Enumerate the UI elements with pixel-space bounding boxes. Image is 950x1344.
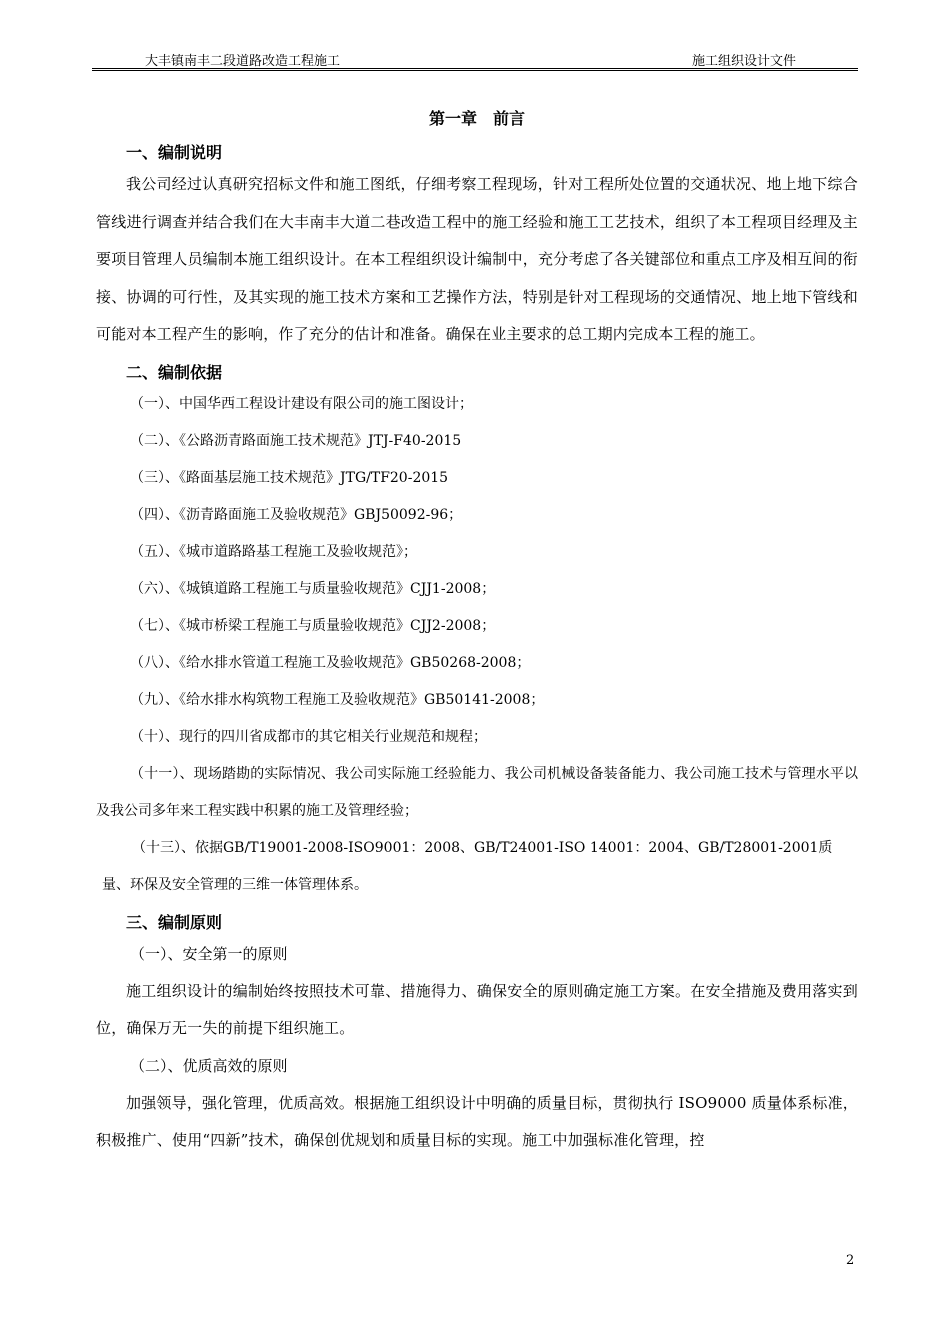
basis-item: （七）、《城市桥梁工程施工与质量验收规范》CJJ2-2008； — [130, 617, 496, 634]
paragraph: 我公司经过认真研究招标文件和施工图纸，仔细考察工程现场，针对工程所处位置的交通状况、地上地下综合管线进行调查并结合我们在大丰南丰大道二巷改造工程中的施工经验和施工工艺技术，组织了本工程项目经理及主要项目管理人员编制本施工组织设计。在本工程组织设计编制中，充分考虑了各关键部位和重点工序及相互间的衔接、协调的可行性，及其实现的施工技术方案和工艺操作方法，特别是针对工程现场的交通情况、地上地下管线和可能对本工程产生的影响，作了充分的估计和准备。确保在业主要求的总工期内完成本工程的施工。 — [96, 175, 858, 343]
basis-item: （十三）、依据GB/T19001-2008-ISO9001：2008、GB/T24001-ISO 14001：2004、GB/T28001-2001质量、环保及安全管理的三维一体管理体系。 — [102, 839, 833, 893]
basis-item: （四）、《沥青路面施工及验收规范》GBJ50092-96； — [130, 506, 463, 523]
document-body — [96, 104, 858, 1160]
basis-item: （八）、《给水排水管道工程施工及验收规范》GB50268-2008； — [130, 654, 531, 671]
section-title: 二、编制依据 — [126, 362, 223, 382]
principle-subtitle: （二）、优质高效的原则 — [130, 1056, 288, 1075]
header-right-title: 施工组织设计文件 — [692, 54, 797, 69]
basis-item: （三）、《路面基层施工技术规范》JTG/TF20-2015 — [130, 469, 449, 486]
section-title: 一、编制说明 — [126, 143, 223, 162]
basis-item: （二）、《公路沥青路面施工技术规范》JTJ-F40-2015 — [130, 432, 462, 449]
principle-subtitle: （一）、安全第一的原则 — [130, 944, 288, 963]
basis-item: （五）、《城市道路路基工程施工及验收规范》； — [130, 543, 417, 560]
paragraph: 加强领导，强化管理，优质高效。根据施工组织设计中明确的质量目标，贯彻执行 ISO9000 质量体系标准，积极推广、使用“四新”技术，确保创优规划和质量目标的实现。施工中加强标准化管理，控 — [96, 1093, 858, 1149]
page-number: 2 — [846, 1253, 855, 1268]
basis-item: （十）、现行的四川省成都市的其它相关行业规范和规程； — [130, 728, 487, 745]
header-left-title: 大丰镇南丰二段道路改造工程施工 — [145, 54, 341, 69]
basis-item: （一）、中国华西工程设计建设有限公司的施工图设计； — [130, 395, 473, 412]
basis-item: （九）、《给水排水构筑物工程施工及验收规范》GB50141-2008； — [130, 691, 545, 708]
paragraph: 施工组织设计的编制始终按照技术可靠、措施得力、确保安全的原则确定施工方案。在安全措施及费用落实到位，确保万无一失的前提下组织施工。 — [96, 981, 858, 1037]
header-rule — [92, 68, 858, 71]
basis-item: （六）、《城镇道路工程施工与质量验收规范》CJJ1-2008； — [130, 580, 496, 597]
chapter-title: 第一章 前言 — [428, 109, 525, 128]
section-title: 三、编制原则 — [126, 912, 223, 932]
basis-item: （十一）、现场踏勘的实际情况、我公司实际施工经验能力、我公司机械设备装备能力、我公司施工技术与管理水平以及我公司多年来工程实践中积累的施工及管理经验； — [96, 765, 858, 819]
